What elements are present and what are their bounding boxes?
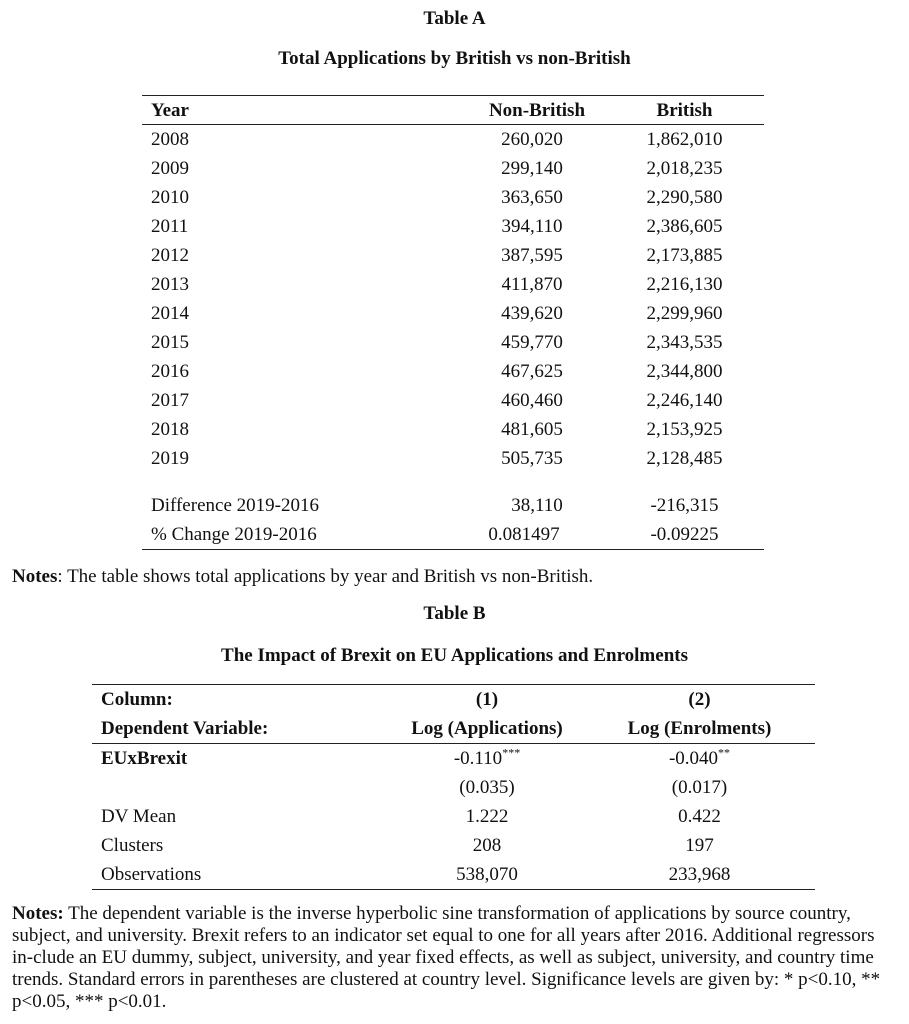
table-row bbox=[142, 241, 764, 270]
pct-change-british: -0.09225 bbox=[650, 524, 719, 545]
column-2: (2) bbox=[688, 689, 711, 710]
stat-label: Observations bbox=[101, 864, 202, 885]
row-non-british: 394,110 bbox=[501, 216, 563, 237]
pct-change-non-british: 0.081497 bbox=[488, 524, 560, 545]
table-row bbox=[142, 444, 764, 473]
table-a-title: Total Applications by British vs non-British bbox=[278, 48, 631, 69]
table-row bbox=[142, 357, 764, 386]
coef-1-value: -0.110 bbox=[453, 748, 503, 769]
row-non-british: 439,620 bbox=[501, 303, 563, 324]
table-row bbox=[142, 154, 764, 183]
se-2: (0.017) bbox=[671, 777, 728, 798]
row-british: 2,299,960 bbox=[646, 303, 723, 324]
table-b-stats bbox=[92, 802, 815, 889]
table-row bbox=[142, 125, 764, 154]
row-british: 2,344,800 bbox=[646, 361, 723, 382]
notes-text: : The table shows total applications by year and British vs non-British. bbox=[57, 566, 594, 587]
row-british: 1,862,010 bbox=[646, 129, 723, 150]
table-a-header-row bbox=[142, 96, 764, 125]
row-non-british: 363,650 bbox=[501, 187, 563, 208]
row-british: 2,216,130 bbox=[646, 274, 723, 295]
table-a-pct-change-row bbox=[142, 520, 764, 549]
pct-change-label: % Change 2019-2016 bbox=[151, 524, 317, 545]
row-year: 2014 bbox=[151, 303, 189, 324]
row-british: 2,290,580 bbox=[646, 187, 723, 208]
dv-2: Log (Enrolments) bbox=[627, 718, 772, 739]
row-year: 2013 bbox=[151, 274, 189, 295]
table-row bbox=[142, 270, 764, 299]
table-row bbox=[142, 328, 764, 357]
row-year: 2010 bbox=[151, 187, 189, 208]
row-non-british: 505,735 bbox=[501, 448, 563, 469]
table-a bbox=[142, 95, 764, 550]
table-row bbox=[142, 183, 764, 212]
row-year: 2011 bbox=[151, 216, 189, 237]
table-b-title: The Impact of Brexit on EU Applications and Enrolments bbox=[221, 645, 688, 666]
table-row bbox=[142, 299, 764, 328]
table-b-dv-row bbox=[92, 714, 815, 744]
coef-2-stars: ** bbox=[718, 745, 731, 760]
row-british: 2,343,535 bbox=[646, 332, 723, 353]
table-b-label: Table B bbox=[423, 603, 486, 624]
row-non-british: 481,605 bbox=[501, 419, 563, 440]
table-b-se-row bbox=[92, 773, 815, 802]
header-year: Year bbox=[151, 100, 189, 121]
difference-british: -216,315 bbox=[650, 495, 719, 516]
row-non-british: 260,020 bbox=[501, 129, 563, 150]
dv-1: Log (Applications) bbox=[411, 718, 563, 739]
row-non-british: 411,870 bbox=[501, 274, 563, 295]
coef-label: EUxBrexit bbox=[101, 748, 188, 769]
row-non-british: 387,595 bbox=[501, 245, 563, 266]
table-a-difference-row bbox=[142, 491, 764, 520]
dv-label: Dependent Variable: bbox=[101, 718, 269, 739]
stat-col-1: 208 bbox=[472, 835, 502, 856]
coef-2 bbox=[597, 745, 802, 770]
coef-1 bbox=[392, 745, 582, 770]
difference-non-british: 38,110 bbox=[511, 495, 563, 516]
coef-2-value: -0.040 bbox=[668, 748, 719, 769]
table-row bbox=[142, 415, 764, 444]
stat-col-1: 1.222 bbox=[465, 806, 509, 827]
row-year: 2018 bbox=[151, 419, 189, 440]
stat-label: Clusters bbox=[101, 835, 164, 856]
row-british: 2,173,885 bbox=[646, 245, 723, 266]
table-row bbox=[92, 802, 815, 831]
row-non-british: 459,770 bbox=[501, 332, 563, 353]
se-1: (0.035) bbox=[459, 777, 515, 798]
row-british: 2,128,485 bbox=[646, 448, 723, 469]
table-row bbox=[92, 860, 815, 889]
row-year: 2009 bbox=[151, 158, 189, 179]
table-b-notes bbox=[12, 903, 892, 1013]
row-year: 2016 bbox=[151, 361, 189, 382]
notes-text: The dependent variable is the inverse hyperbolic sine transformation of applications by source country, subject, and university. Brexit refers to an indicator set equal to one for all years after 2016. Additional regressors in-clude an EU dummy, subject, university, and year fixed effects, as well as subject, university, and country time trends. Standard errors in parentheses are clustered at country level. Significance levels are given by: * p<0.10, ** p<0.05, *** p<0.01. bbox=[12, 903, 881, 1012]
header-non-british: Non-British bbox=[488, 100, 586, 121]
stat-col-2: 197 bbox=[685, 835, 714, 856]
notes-label: Notes: bbox=[12, 903, 64, 924]
stat-col-2: 233,968 bbox=[668, 864, 731, 885]
row-british: 2,246,140 bbox=[646, 390, 723, 411]
row-year: 2012 bbox=[151, 245, 189, 266]
row-british: 2,153,925 bbox=[646, 419, 723, 440]
row-year: 2019 bbox=[151, 448, 189, 469]
notes-label: Notes bbox=[12, 566, 58, 587]
column-1: (1) bbox=[475, 689, 499, 710]
coef-1-stars: *** bbox=[502, 745, 521, 760]
table-b-coef-row bbox=[92, 744, 815, 773]
table-a-body bbox=[142, 125, 764, 473]
stat-col-2: 0.422 bbox=[678, 806, 721, 827]
table-b bbox=[92, 684, 815, 890]
stat-col-1: 538,070 bbox=[456, 864, 518, 885]
row-year: 2015 bbox=[151, 332, 189, 353]
column-label: Column: bbox=[101, 689, 173, 710]
table-a-label: Table A bbox=[423, 8, 486, 29]
difference-label: Difference 2019-2016 bbox=[151, 495, 319, 516]
row-british: 2,386,605 bbox=[646, 216, 723, 237]
stat-label: DV Mean bbox=[101, 806, 177, 827]
row-british: 2,018,235 bbox=[646, 158, 723, 179]
table-row bbox=[142, 386, 764, 415]
row-non-british: 460,460 bbox=[501, 390, 563, 411]
header-british: British bbox=[656, 100, 713, 121]
table-b-column-row bbox=[92, 685, 815, 714]
table-row bbox=[92, 831, 815, 860]
table-a-notes bbox=[12, 566, 892, 588]
table-row bbox=[142, 212, 764, 241]
row-non-british: 299,140 bbox=[501, 158, 563, 179]
row-non-british: 467,625 bbox=[501, 361, 563, 382]
row-year: 2008 bbox=[151, 129, 189, 150]
row-year: 2017 bbox=[151, 390, 189, 411]
